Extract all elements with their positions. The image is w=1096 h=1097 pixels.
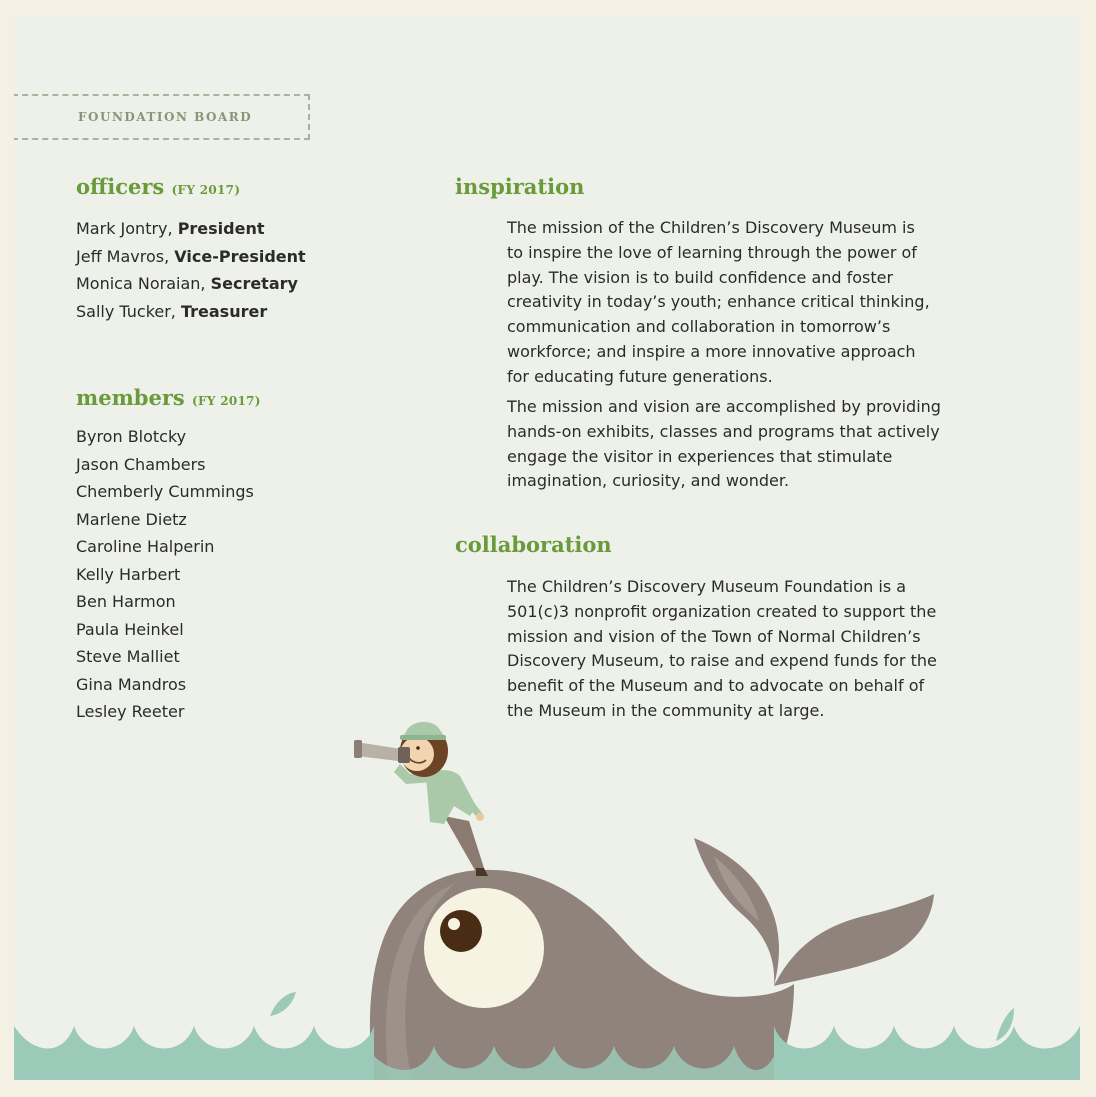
inspiration-paragraph-2: The mission and vision are accomplished by providing hands-on exhibits, classes and programs that actively engage the visitor in experiences that stimulate imagination, curiosity, and wonder. bbox=[507, 397, 941, 491]
officer-role: Vice-President bbox=[174, 246, 306, 266]
whale-illustration bbox=[14, 16, 1080, 1080]
officer-name: Mark Jontry, bbox=[76, 219, 173, 238]
inspiration-heading: inspiration bbox=[455, 174, 585, 199]
member-item: Steve Malliet bbox=[76, 647, 180, 666]
member-item: Ben Harmon bbox=[76, 592, 176, 611]
officers-title: officers bbox=[76, 174, 165, 199]
members-title: members bbox=[76, 385, 185, 410]
officer-name: Monica Noraian, bbox=[76, 274, 206, 293]
whale-tail-lower bbox=[774, 894, 934, 986]
member-item: Byron Blotcky bbox=[76, 427, 187, 446]
section-label: FOUNDATION BOARD bbox=[78, 110, 253, 124]
members-fy: (FY 2017) bbox=[192, 394, 261, 408]
whale-eye-pupil-icon bbox=[440, 910, 482, 952]
member-item: Caroline Halperin bbox=[76, 537, 215, 556]
inspiration-paragraph-1: The mission of the Children’s Discovery Museum is to inspire the love of learning through the power of play. The vision is to build confidence and foster creativity in today’s youth; enhance critical thinking, communication and collaboration in tomorrow’s workforce; and inspire a more innovative approach for educating future generations. bbox=[507, 218, 930, 386]
member-item: Chemberly Cummings bbox=[76, 482, 254, 501]
waves-right bbox=[774, 1026, 1080, 1080]
member-item: Gina Mandros bbox=[76, 674, 187, 694]
child-with-telescope-icon bbox=[354, 722, 488, 876]
collaboration-heading: collaboration bbox=[455, 532, 612, 557]
member-item: Jason Chambers bbox=[76, 454, 206, 474]
officer-role: Treasurer bbox=[180, 301, 268, 321]
page-panel bbox=[14, 16, 1080, 1080]
collaboration-paragraph: The Children’s Discovery Museum Foundation is a 501(c)3 nonprofit organization created to support the mission and vision of the Town of Normal Children’s Discovery Museum, to raise and expend funds for the benefit of the Museum and to advocate on behalf of the Museum in the community at large. bbox=[507, 577, 937, 720]
splash-left-icon bbox=[270, 992, 296, 1016]
whale-eye-white bbox=[424, 888, 544, 1008]
officers-fy: (FY 2017) bbox=[171, 183, 241, 197]
member-item: Lesley Reeter bbox=[76, 702, 185, 721]
member-item: Marlene Dietz bbox=[76, 509, 187, 529]
officer-role: President bbox=[177, 219, 265, 238]
waves bbox=[14, 1026, 374, 1080]
member-item: Kelly Harbert bbox=[76, 564, 181, 584]
officer-name: Sally Tucker, bbox=[76, 301, 176, 321]
whale-tail-upper bbox=[694, 838, 779, 986]
whale-eye-glint bbox=[448, 918, 460, 930]
officer-role: Secretary bbox=[210, 274, 298, 293]
officer-name: Jeff Mavros, bbox=[76, 246, 170, 266]
member-item: Paula Heinkel bbox=[76, 619, 184, 639]
